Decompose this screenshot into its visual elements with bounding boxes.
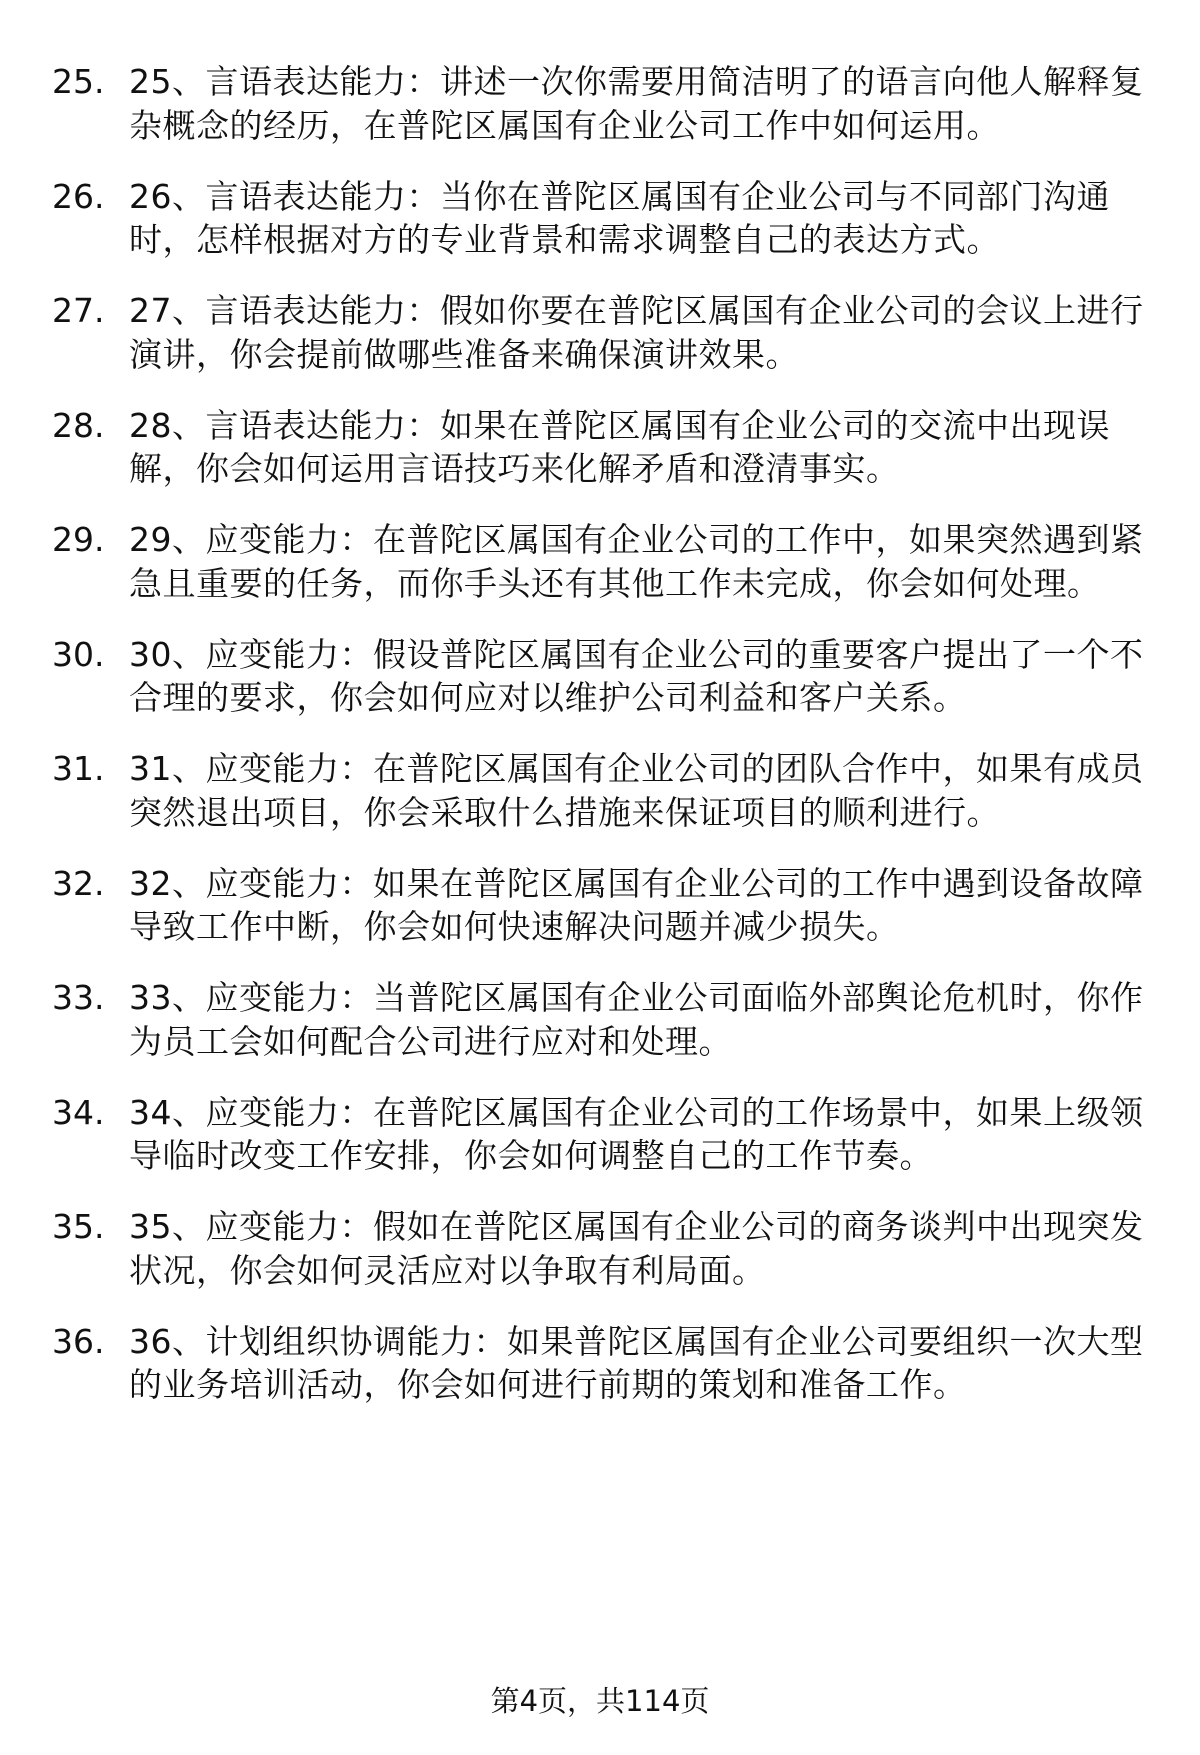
item-text: 32、应变能力：如果在普陀区属国有企业公司的工作中遇到设备故障导致工作中断，你会如何快速解决问题并减少损失。 [129,863,1144,946]
item-text: 35、应变能力：假如在普陀区属国有企业公司的商务谈判中出现突发状况，你会如何灵活应对以争取有利局面。 [129,1207,1144,1290]
list-item [52,862,1152,949]
item-text: 28、言语表达能力：如果在普陀区属国有企业公司的交流中出现误解，你会如何运用言语技巧来化解矛盾和澄清事实。 [129,405,1110,488]
item-number: 34. [52,1092,105,1132]
item-text: 33、应变能力：当普陀区属国有企业公司面临外部舆论危机时，你作为员工会如何配合公司进行应对和处理。 [129,978,1144,1061]
item-number: 30. [52,634,105,674]
list-item [52,1320,1152,1407]
item-number: 27. [52,291,105,330]
item-text: 27、言语表达能力：假如你要在普陀区属国有企业公司的会议上进行演讲，你会提前做哪些准备来确保演讲效果。 [129,291,1144,374]
item-number: 31. [52,749,105,788]
list-item [52,175,1152,262]
item-number: 32. [52,863,105,903]
list-item [52,976,1152,1063]
item-number: 26. [52,176,105,216]
item-text: 25、言语表达能力：讲述一次你需要用简洁明了的语言向他人解释复杂概念的经历，在普陀区属国有企业公司工作中如何运用。 [129,62,1144,145]
item-number: 28. [52,405,105,445]
list-item [52,404,1152,491]
item-number: 25. [52,62,105,101]
question-list [52,60,1152,1434]
list-item [52,1091,1152,1178]
item-number: 36. [52,1321,105,1361]
page-footer: 第4页，共114页 [490,1684,710,1718]
item-text: 29、应变能力：在普陀区属国有企业公司的工作中，如果突然遇到紧急且重要的任务，而你手头还有其他工作未完成，你会如何处理。 [129,520,1144,603]
item-text: 30、应变能力：假设普陀区属国有企业公司的重要客户提出了一个不合理的要求，你会如何应对以维护公司利益和客户关系。 [129,634,1144,717]
item-number: 33. [52,978,105,1017]
list-item [52,747,1152,834]
item-number: 29. [52,520,105,559]
list-item [52,633,1152,720]
list-item [52,1205,1152,1292]
list-item [52,518,1152,605]
item-text: 34、应变能力：在普陀区属国有企业公司的工作场景中，如果上级领导临时改变工作安排，你会如何调整自己的工作节奏。 [129,1092,1144,1175]
item-number: 35. [52,1207,105,1246]
list-item [52,60,1152,147]
item-text: 26、言语表达能力：当你在普陀区属国有企业公司与不同部门沟通时，怎样根据对方的专业背景和需求调整自己的表达方式。 [129,176,1110,259]
item-text: 31、应变能力：在普陀区属国有企业公司的团队合作中，如果有成员突然退出项目，你会采取什么措施来保证项目的顺利进行。 [129,749,1144,832]
list-item [52,289,1152,376]
item-text: 36、计划组织协调能力：如果普陀区属国有企业公司要组织一次大型的业务培训活动，你会如何进行前期的策划和准备工作。 [129,1321,1144,1404]
